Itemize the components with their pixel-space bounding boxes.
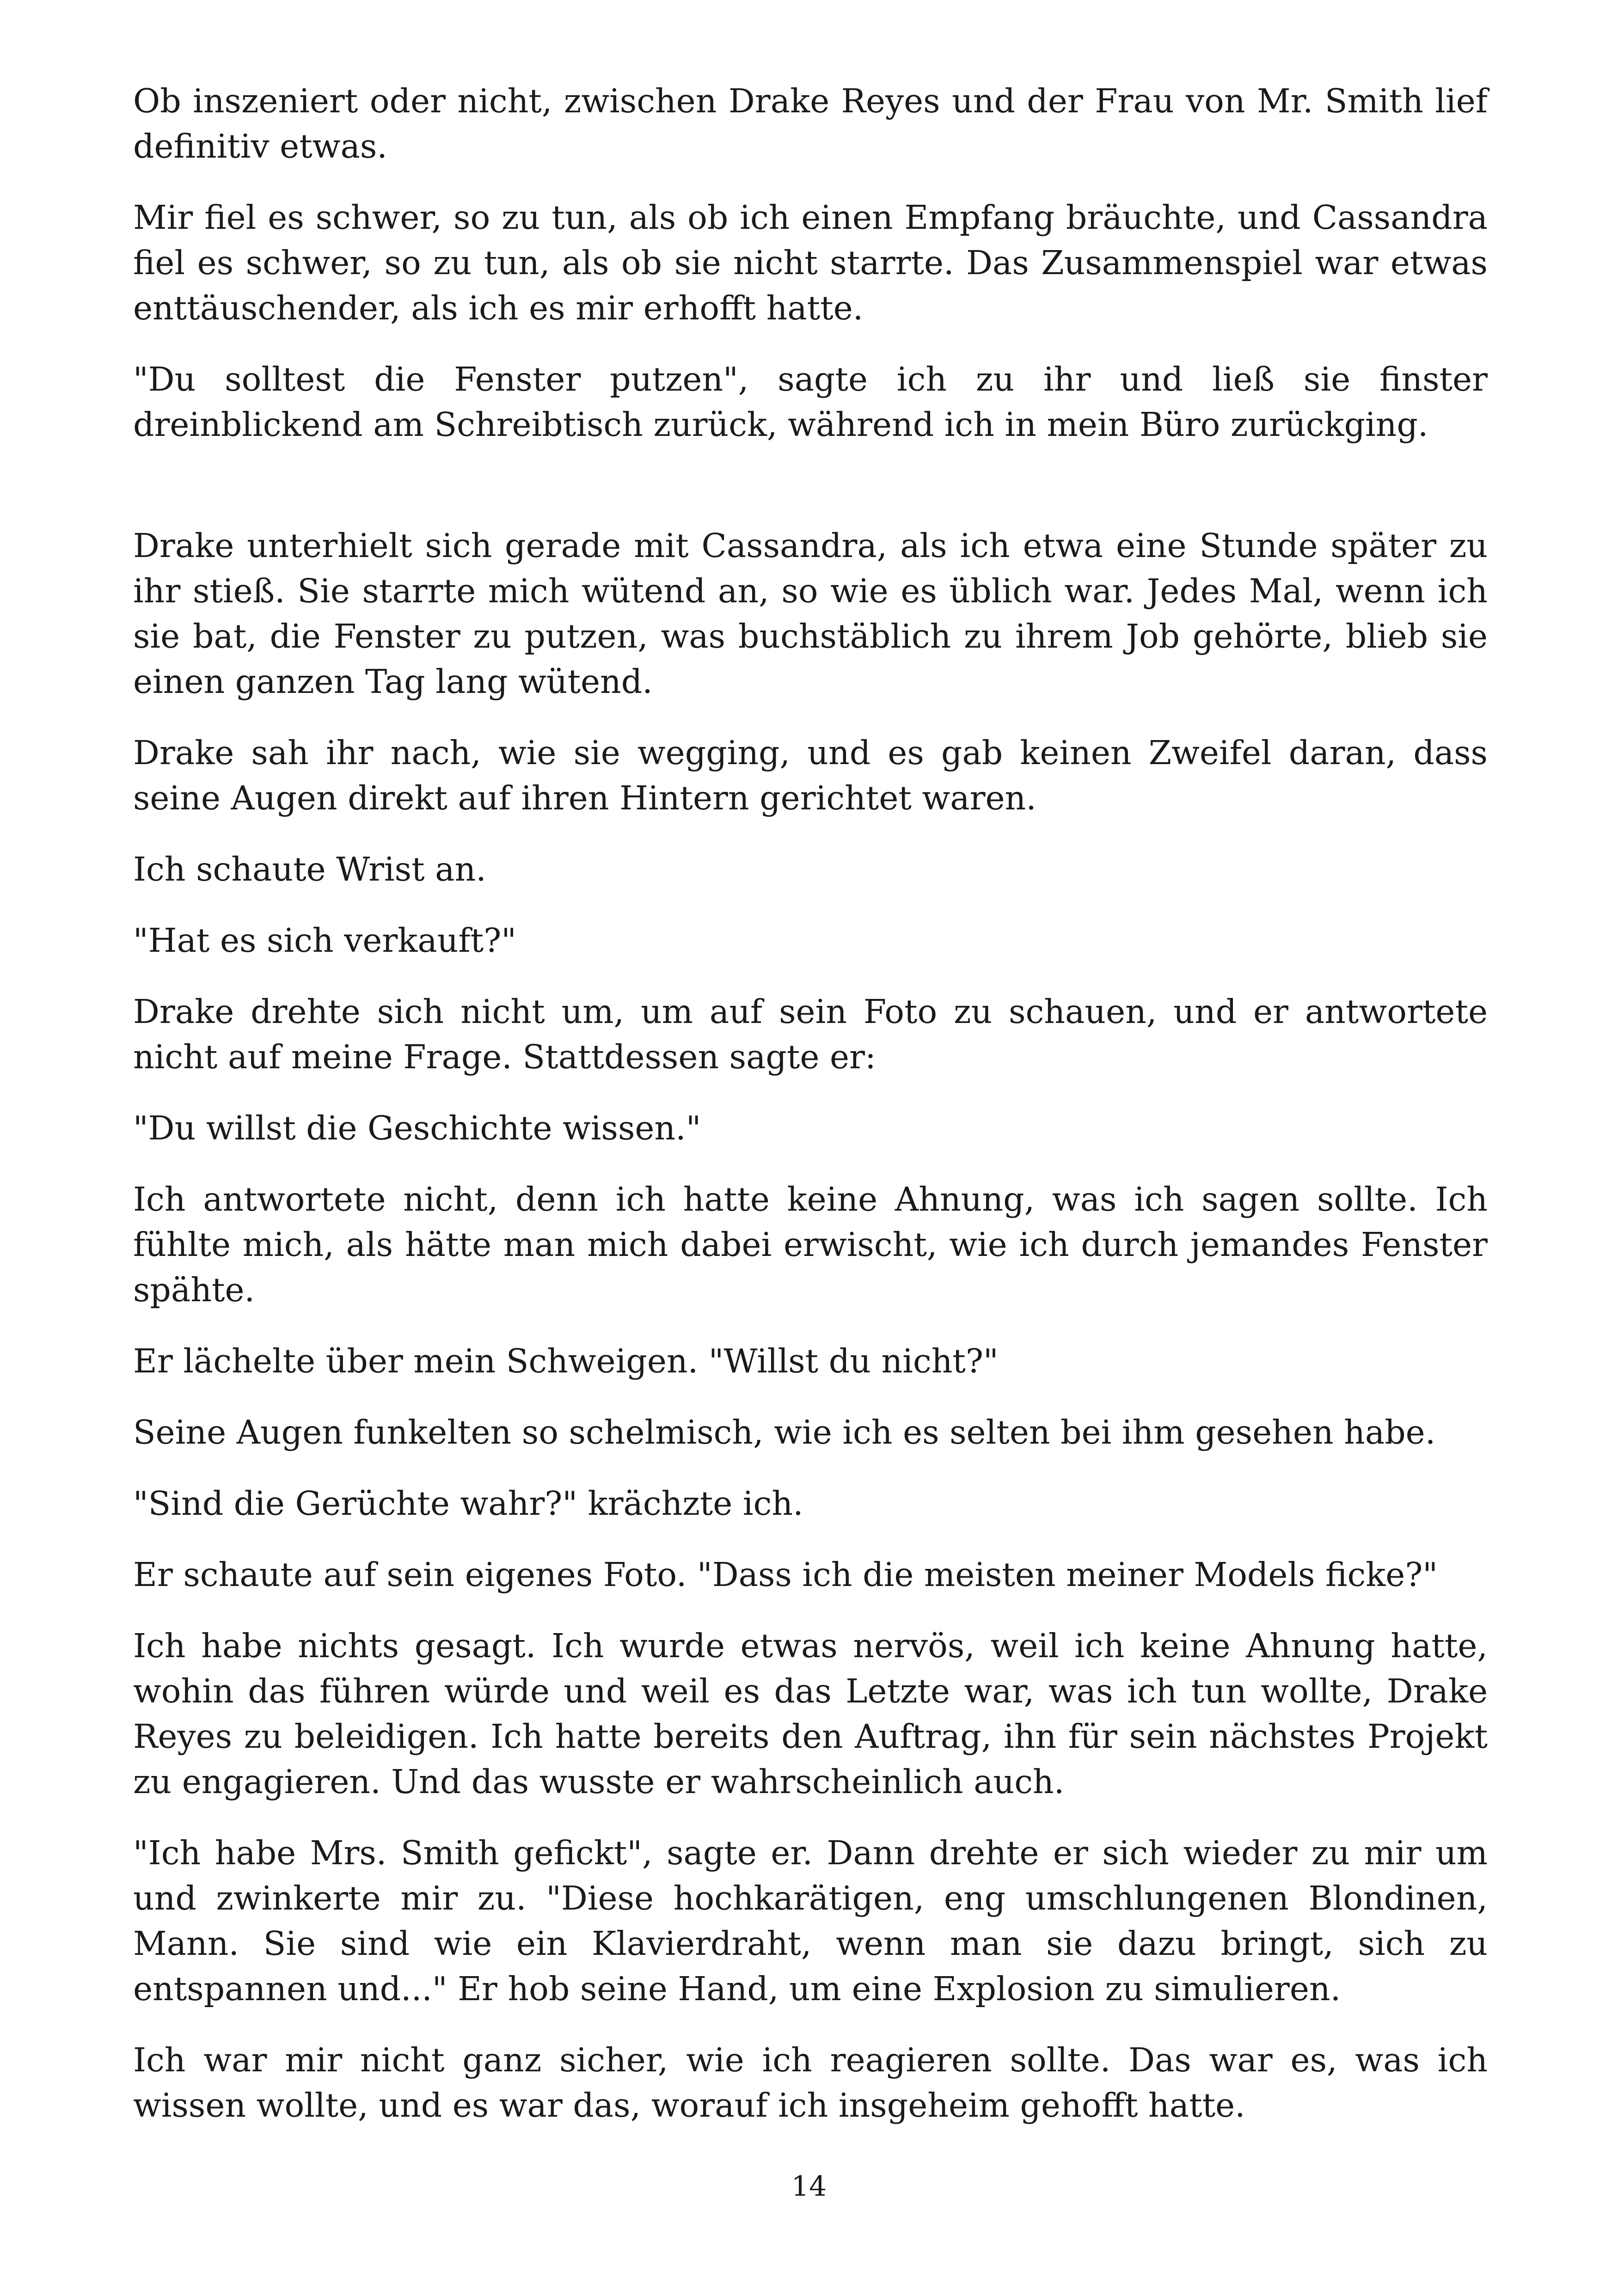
paragraph: Er lächelte über mein Schweigen. "Willst du nicht?" (133, 1342, 999, 1380)
paragraph: Seine Augen funkelten so schelmisch, wie ich es selten bei ihm gesehen habe. (133, 1413, 1436, 1451)
paragraph: Mir fiel es schwer, so zu tun, als ob ich einen Empfang bräuchte, und Cassandra fiel es schwer, so zu tun, als ob sie nicht starrte. Das Zusammenspiel war etwas enttäuschender, als ich es mir erhofft hatte. (133, 198, 1488, 327)
paragraph: Ich habe nichts gesagt. Ich wurde etwas nervös, weil ich keine Ahnung hatte, wohin das führen würde und weil es das Letzte war, was ich tun wollte, Drake Reyes zu beleidigen. Ich hatte bereits den Auftrag, ihn für sein nächstes Projekt zu engagieren. Und das wusste er wahrscheinlich auch. (133, 1627, 1488, 1801)
document-page (133, 79, 1488, 2223)
paragraph: Drake sah ihr nach, wie sie wegging, und es gab keinen Zweifel daran, dass seine Augen direkt auf ihren Hintern gerichtet waren. (133, 734, 1488, 817)
paragraph: "Ich habe Mrs. Smith gefickt", sagte er. Dann drehte er sich wieder zu mir um und zwinkerte mir zu. "Diese hochkarätigen, eng umschlungenen Blondinen, Mann. Sie sind wie ein Klavierdraht, wenn man sie dazu bringt, sich zu entspannen und..." Er hob seine Hand, um eine Explosion zu simulieren. (133, 1834, 1488, 2008)
paragraph: "Hat es sich verkauft?" (133, 921, 516, 960)
paragraph: Ich war mir nicht ganz sicher, wie ich reagieren sollte. Das war es, was ich wissen wollte, und es war das, worauf ich insgeheim gehofft hatte. (133, 2041, 1488, 2125)
paragraph: "Du willst die Geschichte wissen." (133, 1109, 701, 1147)
paragraph: Drake drehte sich nicht um, um auf sein Foto zu schauen, und er antwortete nicht auf meine Frage. Stattdessen sagte er: (133, 992, 1488, 1076)
paragraph: Ich antwortete nicht, denn ich hatte keine Ahnung, was ich sagen sollte. Ich fühlte mich, als hätte man mich dabei erwischt, wie ich durch jemandes Fenster spähte. (133, 1180, 1488, 1309)
page-number: 14 (791, 2170, 827, 2203)
paragraph: Ich schaute Wrist an. (133, 850, 486, 888)
paragraph: Er schaute auf sein eigenes Foto. "Dass ich die meisten meiner Models ficke?" (133, 1555, 1438, 1594)
paragraph: "Du solltest die Fenster putzen", sagte ich zu ihr und ließ sie finster dreinblickend am Schreibtisch zurück, während ich in mein Büro zurückging. (133, 360, 1488, 444)
paragraph: Drake unterhielt sich gerade mit Cassandra, als ich etwa eine Stunde später zu ihr stieß. Sie starrte mich wütend an, so wie es üblich war. Jedes Mal, wenn ich sie bat, die Fenster zu putzen, was buchstäblich zu ihrem Job gehörte, blieb sie einen ganzen Tag lang wütend. (133, 527, 1488, 701)
paragraph: "Sind die Gerüchte wahr?" krächzte ich. (133, 1484, 803, 1523)
paragraph: Ob inszeniert oder nicht, zwischen Drake Reyes und der Frau von Mr. Smith lief definitiv etwas. (133, 82, 1488, 165)
